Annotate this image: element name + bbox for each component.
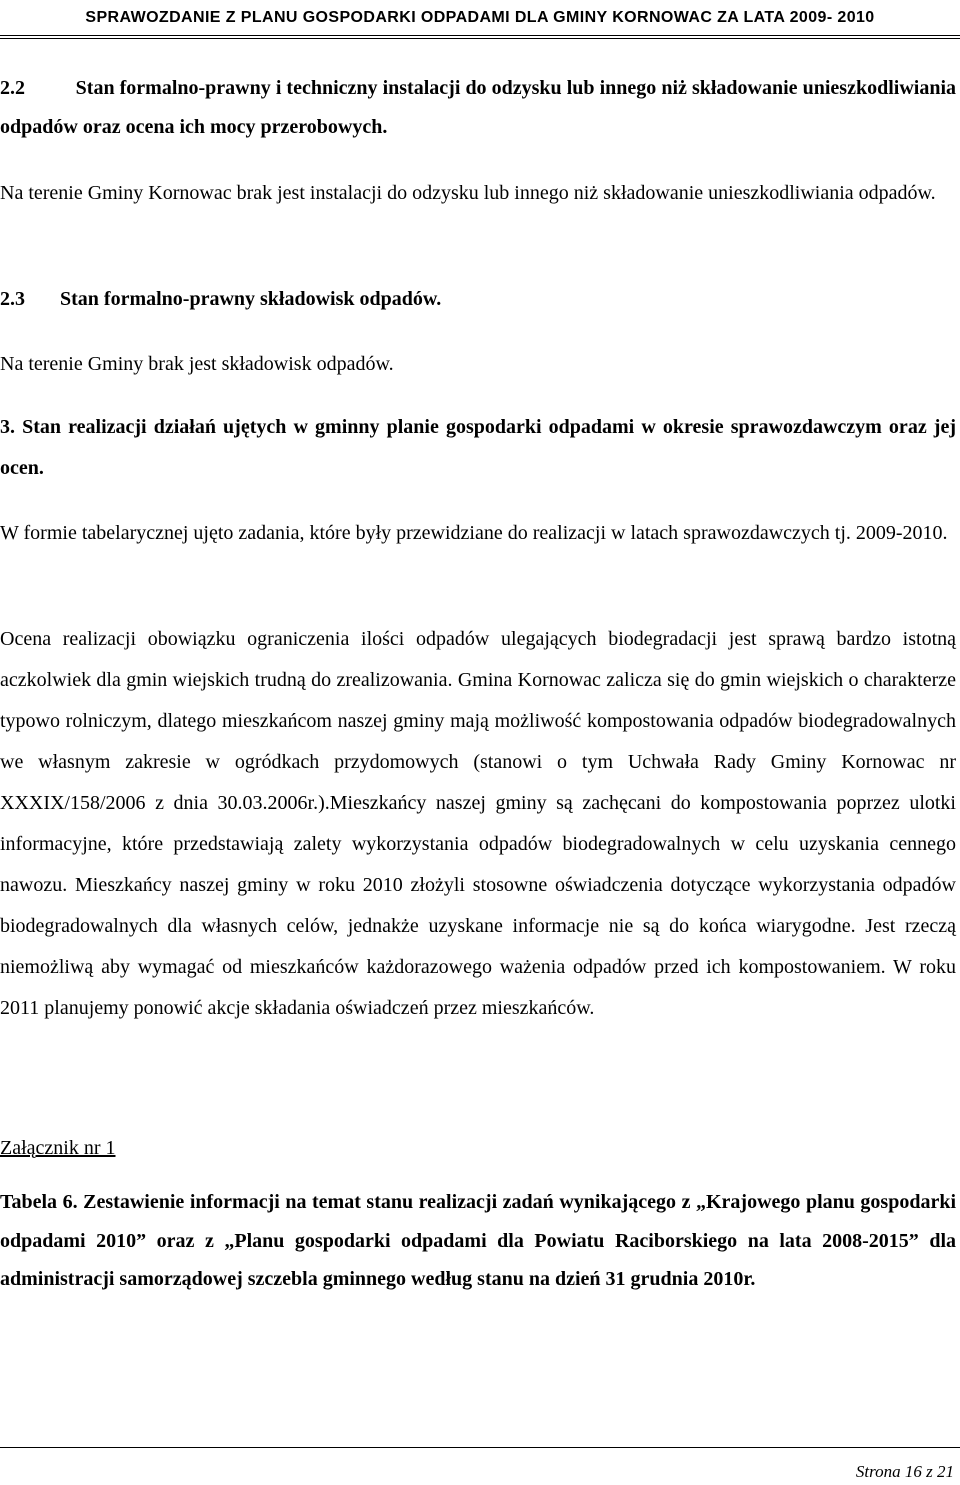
table-caption-text: Zestawienie informacji na temat stanu realizacji zadań wynikającego z „Krajowego planu gospodarki odpadami 2010” oraz z „Planu gospodarki odpadami dla Powiatu Raciborskiego na lata 2008-2015” dla administracji samorządowej szczebla gminnego według stanu na dzień 31 grudnia 2010r. — [0, 1191, 957, 1290]
section-3-paragraph-2: Ocena realizacji obowiązku ograniczenia ilości odpadów ulegających biodegradacji jest sprawą bardzo istotną aczkolwiek dla gmin wiejskich trudną do zrealizowania. Gmina Kornowac zalicza się do gmin wiejskich o charakterze typowo rolniczym, dlatego mieszkańcom naszej gminy mają możliwość kompostowania odpadów biodegradowalnych we własnym zakresie w ogródkach przydomowych (stanowi o tym Uchwała Rady Gminy Kornowac nr XXXIX/158/2006 z dnia 30.03.2006r.).Mieszkańcy naszej gminy są zachęcani do kompostowania poprzez ulotki informacyjne, które przedstawiają zalety wykorzystania odpadów biodegradowalnych w celu uzyskania cennego nawozu. Mieszkańcy naszej gminy w roku 2010 złożyli stosowne oświadczenia dotyczące wykorzystania odpadów biodegradowalnych dla własnych celów, jednakże uzyskane informacje nie są do końca wiarygodne. Jest rzeczą niemożliwą aby wymagać od mieszkańców każdorazowego ważenia odpadów przed ich kompostowaniem. W roku 2011 planujemy ponowić akcje składania oświadczeń przez mieszkańców. — [0, 628, 956, 1019]
section-2-2-heading: 2.2 Stan formalno-prawny i techniczny instalacji do odzysku lub innego niż składowanie unieszkodliwiania odpadów oraz ocena ich mocy przerobowych. — [0, 77, 956, 138]
header-rule-secondary — [0, 38, 960, 39]
table-caption — [0, 1183, 956, 1299]
page-number: Strona 16 z 21 — [855, 1462, 954, 1481]
running-header: SPRAWOZDANIE Z PLANU GOSPODARKI ODPADAMI DLA GMINY KORNOWAC ZA LATA 2009- 2010 — [85, 9, 875, 26]
section-2-3-body: Na terenie Gminy brak jest składowisk odpadów. — [0, 353, 394, 375]
attachment-label: Załącznik nr 1 — [0, 1137, 116, 1159]
section-2-2-body: Na terenie Gminy Kornowac brak jest instalacji do odzysku lub innego niż składowanie unieszkodliwiania odpadów. — [0, 182, 936, 204]
footer-rule — [0, 1447, 960, 1448]
section-2-3-heading: 2.3 Stan formalno-prawny składowisk odpadów. — [0, 288, 442, 310]
section-3-heading: 3. Stan realizacji działań ujętych w gminny planie gospodarki odpadami w okresie sprawozdawczym oraz jej ocen. — [0, 416, 956, 479]
table-number: Tabela 6. — [0, 1191, 78, 1213]
section-3-paragraph-1: W formie tabelarycznej ujęto zadania, które były przewidziane do realizacji w latach sprawozdawczych tj. 2009-2010. — [0, 522, 948, 544]
header-rule — [0, 35, 960, 36]
